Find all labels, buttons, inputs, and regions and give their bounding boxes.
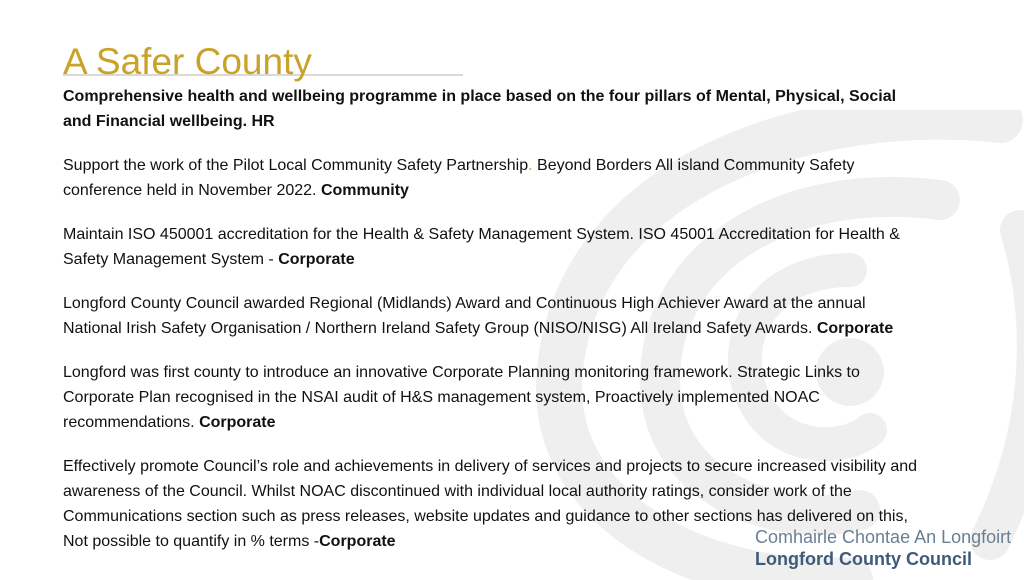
council-logo (755, 526, 1011, 570)
paragraph-planning (63, 360, 923, 435)
paragraph-tag: Corporate (199, 414, 276, 431)
paragraph-tag: Corporate (816, 320, 894, 337)
paragraph-tag: Corporate (319, 533, 396, 550)
logo-irish-name: Comhairle Chontae An Longfoirt (755, 527, 1012, 547)
paragraph-text: Longford County Council awarded Regional (Midlands) Award and Continuous High Achiever Award at the annual National Irish Safety Organisation / Northern Ireland Safety Group (NISO/NISG) All Ireland Safety Awards. (63, 295, 866, 337)
paragraph-hr (63, 84, 923, 134)
paragraph-text: Longford was first county to introduce an innovative Corporate Planning monitoring framework. Strategic Links to Corporate Plan recognised in the NSAI audit of H&S management system, Proactively implemented NOAC recommendations. (63, 364, 860, 431)
slide-title: A Safer County (63, 41, 312, 82)
paragraph-tag: Corporate (278, 251, 355, 268)
paragraph-text: Support the work of the Pilot Local Community Safety Partnership (63, 157, 529, 174)
logo-english-name: Longford County Council (755, 549, 972, 569)
paragraph-text: Beyond Borders All island Community Safety conference held in November 2022. (63, 157, 855, 199)
slide-body (63, 84, 923, 573)
paragraph-award (63, 291, 923, 341)
paragraph-dot: . (528, 157, 533, 174)
paragraph-tag: Community (320, 182, 409, 199)
paragraph-tag: HR (251, 113, 275, 130)
paragraph-community (63, 153, 923, 203)
paragraph-iso (63, 222, 923, 272)
paragraph-text: Effectively promote Council’s role and achievements in delivery of services and projects to secure increased visibility and awareness of the Council. Whilst NOAC discontinued with individual local authority ratings, consider work of the Communications section such as press releases, website updates and guidance to other sections has delivered on this, Not possible to quantify in % terms - (63, 458, 918, 550)
paragraph-text: Comprehensive health and wellbeing programme in place based on the four pillars of Mental, Physical, Social and Financial wellbeing. (63, 88, 897, 130)
paragraph-text: Maintain ISO 450001 accreditation for the Health & Safety Management System. ISO 45001 Accreditation for Health & Safety Management System - (63, 226, 900, 268)
